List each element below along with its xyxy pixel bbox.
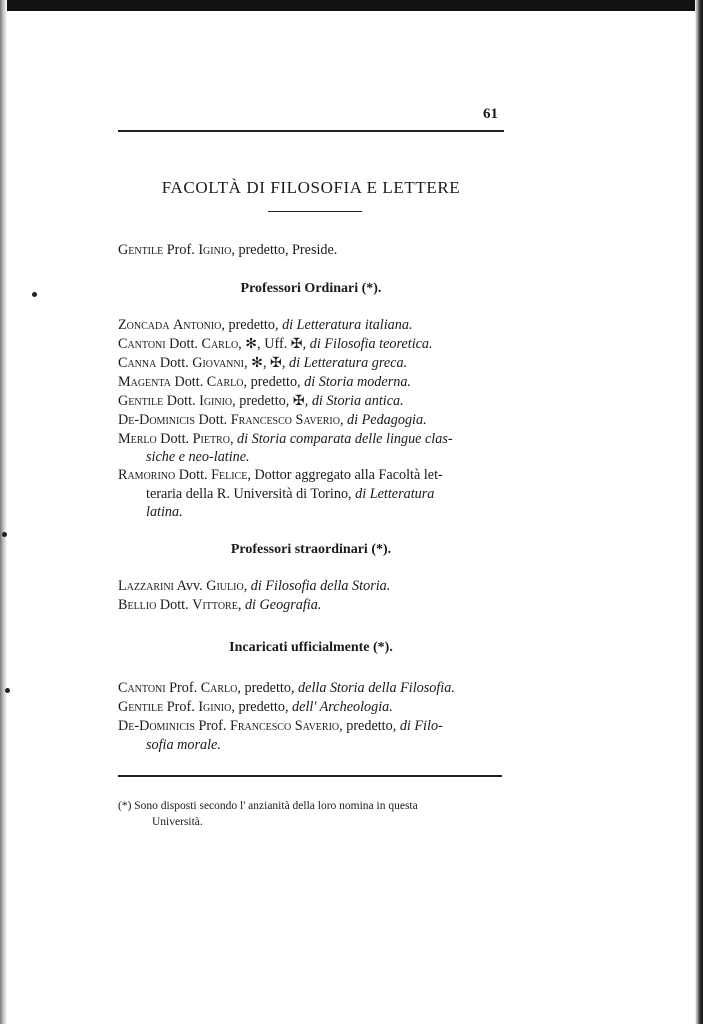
entry-continuation: siche e neo-latine. (146, 449, 250, 465)
entry-line: Magenta Dott. Carlo, predetto, di Storia moderna. (118, 374, 411, 390)
entry-continuation: sofia morale. (146, 737, 221, 753)
header-rule (118, 130, 504, 132)
section-heading-ordinari: Professori Ordinari (*). (240, 281, 382, 296)
footnote-rule (118, 775, 502, 777)
entry-line: Zoncada Antonio, predetto, di Letteratura italiana. (118, 317, 413, 333)
page-title: FACOLTÀ DI FILOSOFIA E LETTERE (161, 178, 461, 197)
entry-continuation: latina. (146, 504, 183, 520)
entry-line: Cantoni Dott. Carlo, ✻, Uff. ✠, di Filosofia teoretica. (118, 336, 433, 352)
scan-top-border (0, 0, 703, 11)
entry-continuation: teraria della R. Università di Torino, di Letteratura (146, 486, 435, 502)
entry-line: De-Dominicis Dott. Francesco Saverio, di Pedagogia. (118, 412, 427, 428)
scan-right-edge (695, 0, 703, 1024)
footnote-line-1: (*) Sono disposti secondo l' anzianità della loro nomina in questa (118, 800, 418, 812)
entry-line: Cantoni Prof. Carlo, predetto, della Storia della Filosofia. (118, 680, 455, 696)
preside-line: Gentile Prof. Iginio, predetto, Preside. (118, 242, 338, 258)
entry-line: Ramorino Dott. Felice, Dottor aggregato alla Facoltà let- (118, 467, 443, 483)
entry-line: Gentile Dott. Iginio, predetto, ✠, di Storia antica. (118, 393, 404, 409)
title-underline (268, 211, 362, 212)
section-heading-incaricati: Incaricati ufficialmente (*). (229, 640, 393, 655)
entry-line: Merlo Dott. Pietro, di Storia comparata delle lingue clas- (118, 431, 453, 447)
entry-line: Lazzarini Avv. Giulio, di Filosofia della Storia. (118, 578, 391, 594)
entry-line: De-Dominicis Prof. Francesco Saverio, predetto, di Filo- (118, 718, 443, 734)
entry-line: Canna Dott. Giovanni, ✻, ✠, di Letteratura greca. (118, 355, 408, 371)
section-heading-straordinari: Professori straordinari (*). (230, 542, 392, 557)
scan-left-edge (0, 0, 7, 1024)
page-number: 61 (483, 106, 498, 122)
scan-speck (5, 688, 10, 693)
entry-line: Bellio Dott. Vittore, di Geografia. (118, 597, 322, 613)
footnote-line-2: Università. (152, 816, 203, 828)
scan-speck (32, 292, 37, 297)
scan-speck (2, 532, 7, 537)
entry-line: Gentile Prof. Iginio, predetto, dell' Archeologia. (118, 699, 393, 715)
